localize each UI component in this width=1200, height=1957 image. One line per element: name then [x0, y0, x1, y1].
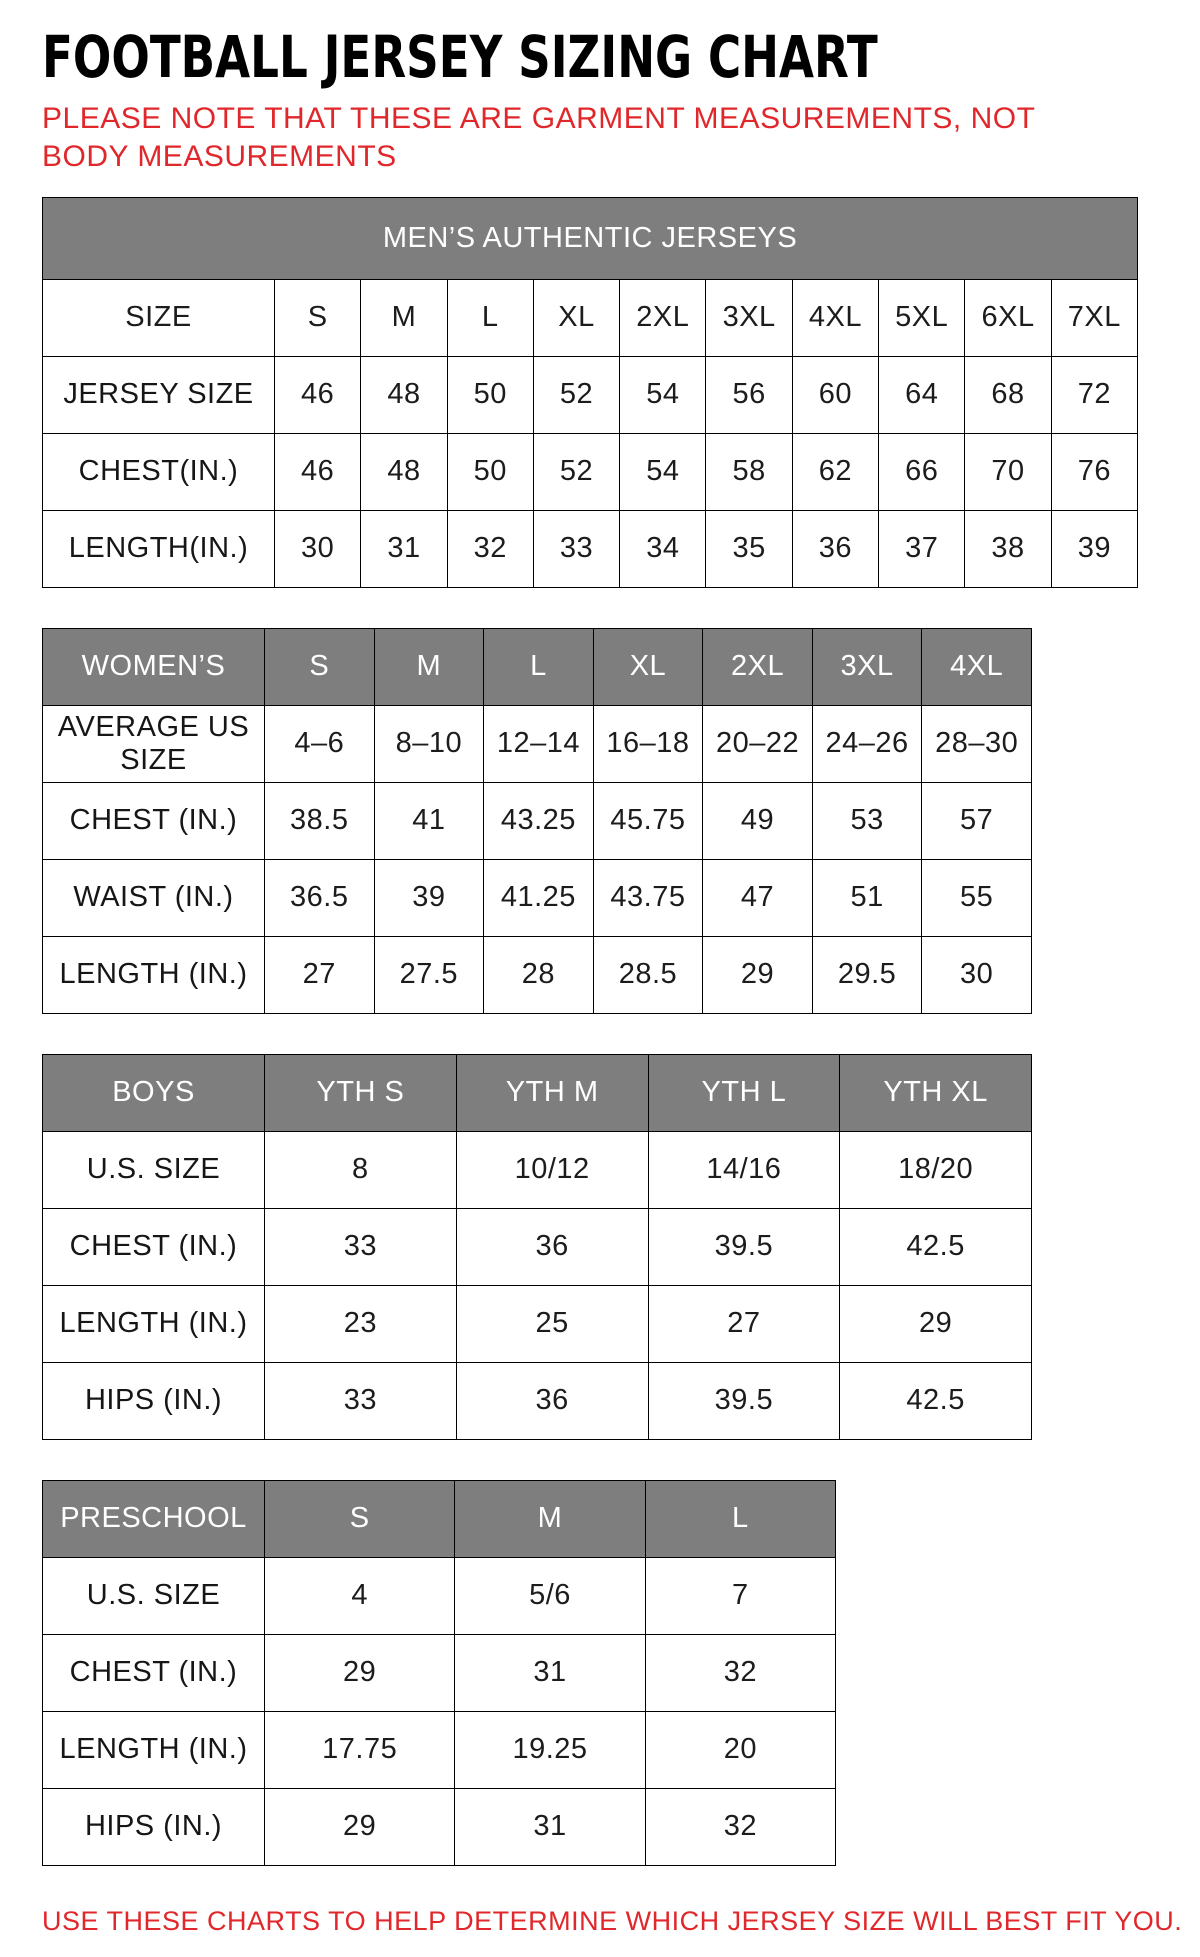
data-cell: 28–30 — [922, 706, 1032, 783]
row-label: U.S. SIZE — [43, 1558, 265, 1635]
data-cell: 35 — [706, 511, 792, 588]
data-cell: 43.75 — [593, 860, 703, 937]
boys-data-row — [43, 1132, 1032, 1209]
row-label: CHEST(IN.) — [43, 434, 275, 511]
preschool-column-header: M — [455, 1481, 645, 1558]
page-title: FOOTBALL JERSEY SIZING CHART — [42, 23, 878, 91]
data-cell: 18/20 — [840, 1132, 1032, 1209]
mens-header-label: SIZE — [43, 280, 275, 357]
data-cell: 8 — [265, 1132, 457, 1209]
data-cell: 28 — [484, 937, 594, 1014]
data-cell: 29 — [265, 1789, 455, 1866]
womens-data-row — [43, 783, 1032, 860]
data-cell: 10/12 — [456, 1132, 648, 1209]
boys-sizing-table — [42, 1054, 1032, 1440]
data-cell: 29.5 — [812, 937, 922, 1014]
data-cell: 46 — [275, 434, 361, 511]
boys-data-row — [43, 1363, 1032, 1440]
mens-header-row — [43, 280, 1138, 357]
data-cell: 46 — [275, 357, 361, 434]
data-cell: 29 — [703, 937, 813, 1014]
data-cell: 36 — [456, 1209, 648, 1286]
data-cell: 30 — [922, 937, 1032, 1014]
row-label: WAIST (IN.) — [43, 860, 265, 937]
data-cell: 32 — [645, 1635, 835, 1712]
data-cell: 42.5 — [840, 1363, 1032, 1440]
data-cell: 57 — [922, 783, 1032, 860]
boys-header-label: BOYS — [43, 1055, 265, 1132]
preschool-column-header: S — [265, 1481, 455, 1558]
data-cell: 14/16 — [648, 1132, 840, 1209]
data-cell: 31 — [361, 511, 447, 588]
preschool-data-row — [43, 1789, 836, 1866]
measurement-note: PLEASE NOTE THAT THESE ARE GARMENT MEASUREMENTS, NOT BODY MEASUREMENTS — [42, 102, 1035, 173]
womens-header-row — [43, 629, 1032, 706]
data-cell: 38.5 — [265, 783, 375, 860]
data-cell: 32 — [447, 511, 533, 588]
row-label: CHEST (IN.) — [43, 1209, 265, 1286]
boys-column-header: YTH S — [265, 1055, 457, 1132]
data-cell: 32 — [645, 1789, 835, 1866]
data-cell: 25 — [456, 1286, 648, 1363]
data-cell: 29 — [265, 1635, 455, 1712]
mens-column-header: 2XL — [620, 280, 706, 357]
mens-column-header: L — [447, 280, 533, 357]
data-cell: 39 — [1051, 511, 1137, 588]
data-cell: 27.5 — [374, 937, 484, 1014]
data-cell: 68 — [965, 357, 1051, 434]
data-cell: 54 — [620, 434, 706, 511]
tables-section — [42, 197, 1158, 1866]
data-cell: 58 — [706, 434, 792, 511]
womens-sizing-table — [42, 628, 1032, 1014]
data-cell: 17.75 — [265, 1712, 455, 1789]
data-cell: 16–18 — [593, 706, 703, 783]
boys-table-block — [42, 1054, 1158, 1440]
data-cell: 5/6 — [455, 1558, 645, 1635]
data-cell: 33 — [533, 511, 619, 588]
womens-column-header: L — [484, 629, 594, 706]
row-label: HIPS (IN.) — [43, 1789, 265, 1866]
data-cell: 29 — [840, 1286, 1032, 1363]
mens-column-header: 5XL — [879, 280, 965, 357]
row-label: HIPS (IN.) — [43, 1363, 265, 1440]
data-cell: 52 — [533, 357, 619, 434]
data-cell: 45.75 — [593, 783, 703, 860]
mens-banner-row — [43, 198, 1138, 280]
data-cell: 23 — [265, 1286, 457, 1363]
mens-sizing-table — [42, 197, 1138, 588]
row-label: CHEST (IN.) — [43, 1635, 265, 1712]
data-cell: 49 — [703, 783, 813, 860]
row-label: LENGTH(IN.) — [43, 511, 275, 588]
womens-column-header: S — [265, 629, 375, 706]
data-cell: 48 — [361, 434, 447, 511]
data-cell: 50 — [447, 357, 533, 434]
data-cell: 34 — [620, 511, 706, 588]
womens-data-row — [43, 937, 1032, 1014]
mens-banner: MEN’S AUTHENTIC JERSEYS — [43, 198, 1138, 280]
data-cell: 54 — [620, 357, 706, 434]
preschool-header-row — [43, 1481, 836, 1558]
data-cell: 4 — [265, 1558, 455, 1635]
data-cell: 8–10 — [374, 706, 484, 783]
womens-header-label: WOMEN’S — [43, 629, 265, 706]
data-cell: 62 — [792, 434, 878, 511]
preschool-data-row — [43, 1635, 836, 1712]
data-cell: 64 — [879, 357, 965, 434]
mens-column-header: S — [275, 280, 361, 357]
data-cell: 66 — [879, 434, 965, 511]
data-cell: 39.5 — [648, 1363, 840, 1440]
womens-data-row — [43, 706, 1032, 783]
data-cell: 39.5 — [648, 1209, 840, 1286]
womens-column-header: M — [374, 629, 484, 706]
preschool-table-block — [42, 1480, 1158, 1866]
mens-data-row — [43, 511, 1138, 588]
data-cell: 36.5 — [265, 860, 375, 937]
data-cell: 20–22 — [703, 706, 813, 783]
data-cell: 38 — [965, 511, 1051, 588]
boys-data-row — [43, 1209, 1032, 1286]
data-cell: 19.25 — [455, 1712, 645, 1789]
boys-column-header: YTH XL — [840, 1055, 1032, 1132]
data-cell: 41 — [374, 783, 484, 860]
data-cell: 36 — [456, 1363, 648, 1440]
womens-table-block — [42, 628, 1158, 1014]
mens-data-row — [43, 434, 1138, 511]
footer-note: USE THESE CHARTS TO HELP DETERMINE WHICH JERSEY SIZE WILL BEST FIT YOU. — [42, 1906, 1183, 1936]
data-cell: 60 — [792, 357, 878, 434]
data-cell: 12–14 — [484, 706, 594, 783]
data-cell: 4–6 — [265, 706, 375, 783]
womens-column-header: 3XL — [812, 629, 922, 706]
data-cell: 43.25 — [484, 783, 594, 860]
data-cell: 53 — [812, 783, 922, 860]
row-label: LENGTH (IN.) — [43, 937, 265, 1014]
row-label: AVERAGE US SIZE — [43, 706, 265, 783]
mens-column-header: 3XL — [706, 280, 792, 357]
mens-data-row — [43, 357, 1138, 434]
data-cell: 20 — [645, 1712, 835, 1789]
mens-column-header: XL — [533, 280, 619, 357]
mens-table-block — [42, 197, 1158, 588]
data-cell: 37 — [879, 511, 965, 588]
data-cell: 51 — [812, 860, 922, 937]
data-cell: 33 — [265, 1209, 457, 1286]
row-label: CHEST (IN.) — [43, 783, 265, 860]
data-cell: 50 — [447, 434, 533, 511]
womens-data-row — [43, 860, 1032, 937]
data-cell: 7 — [645, 1558, 835, 1635]
preschool-header-label: PRESCHOOL — [43, 1481, 265, 1558]
data-cell: 31 — [455, 1789, 645, 1866]
data-cell: 52 — [533, 434, 619, 511]
boys-column-header: YTH L — [648, 1055, 840, 1132]
mens-column-header: 4XL — [792, 280, 878, 357]
data-cell: 48 — [361, 357, 447, 434]
data-cell: 30 — [275, 511, 361, 588]
mens-column-header: 7XL — [1051, 280, 1137, 357]
row-label: LENGTH (IN.) — [43, 1286, 265, 1363]
womens-column-header: 2XL — [703, 629, 813, 706]
data-cell: 47 — [703, 860, 813, 937]
data-cell: 72 — [1051, 357, 1137, 434]
boys-column-header: YTH M — [456, 1055, 648, 1132]
mens-column-header: 6XL — [965, 280, 1051, 357]
title-row — [42, 23, 1158, 98]
preschool-sizing-table — [42, 1480, 836, 1866]
data-cell: 55 — [922, 860, 1032, 937]
row-label: JERSEY SIZE — [43, 357, 275, 434]
data-cell: 76 — [1051, 434, 1137, 511]
data-cell: 39 — [374, 860, 484, 937]
data-cell: 70 — [965, 434, 1051, 511]
womens-column-header: 4XL — [922, 629, 1032, 706]
row-label: LENGTH (IN.) — [43, 1712, 265, 1789]
data-cell: 31 — [455, 1635, 645, 1712]
data-cell: 27 — [648, 1286, 840, 1363]
data-cell: 41.25 — [484, 860, 594, 937]
preschool-data-row — [43, 1712, 836, 1789]
data-cell: 33 — [265, 1363, 457, 1440]
mens-column-header: M — [361, 280, 447, 357]
data-cell: 56 — [706, 357, 792, 434]
row-label: U.S. SIZE — [43, 1132, 265, 1209]
data-cell: 24–26 — [812, 706, 922, 783]
preschool-column-header: L — [645, 1481, 835, 1558]
preschool-data-row — [43, 1558, 836, 1635]
data-cell: 27 — [265, 937, 375, 1014]
boys-data-row — [43, 1286, 1032, 1363]
data-cell: 42.5 — [840, 1209, 1032, 1286]
data-cell: 28.5 — [593, 937, 703, 1014]
boys-header-row — [43, 1055, 1032, 1132]
womens-column-header: XL — [593, 629, 703, 706]
data-cell: 36 — [792, 511, 878, 588]
